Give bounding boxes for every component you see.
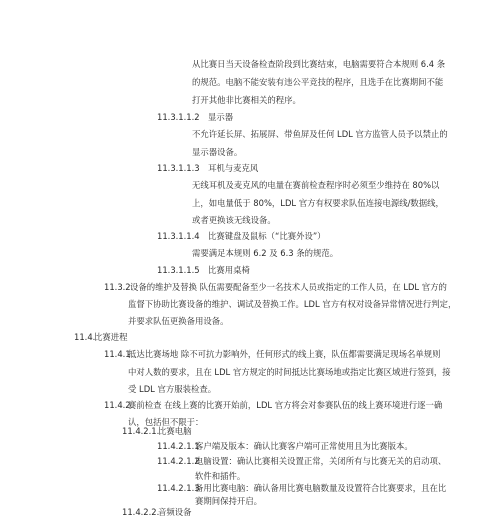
body-text-line: 软件和插件。	[195, 471, 246, 481]
body-text-line: 受 LDL 官方服装检查。	[128, 384, 217, 394]
body-text-line: 从比赛日当天设备检查阶段到比赛结束，电脑需要符合本规则 6.4 条	[192, 59, 446, 69]
clause-text: 设备的维护及替换 队伍需要配备至少一名技术人员或指定的工作人员，在 LDL 官方的	[130, 282, 447, 292]
clause-text: 抵达比赛场地 除不可抗力影响外，任何形式的线上赛，队伍都需要满足现场名单规则	[128, 349, 441, 359]
body-text-line: 上，如电量低于 80%，LDL 官方有权要求队伍连接电源线/数据线，	[192, 198, 444, 208]
body-text-line: 无线耳机及麦克风的电量在赛前检查程序时必须至少维持在 80%以	[192, 180, 440, 190]
clause-number: 11.4.2.2.	[122, 507, 160, 517]
clause-heading: 比赛电脑	[158, 426, 192, 436]
clause-number: 11.4.1.	[104, 349, 134, 359]
body-text-line: 显示器设备。	[192, 147, 243, 157]
body-text-line: 或者更换该无线设备。	[192, 215, 276, 225]
clause-number: 11.3.1.1.3	[157, 163, 200, 173]
clause-number: 11.4.2.1.2	[157, 456, 200, 466]
clause-heading: 音频设备	[158, 507, 192, 517]
clause-number: 11.3.1.1.4	[157, 231, 200, 241]
clause-heading: 耳机与麦克风	[208, 163, 259, 173]
section-number: 11.4.	[74, 332, 96, 342]
clause-heading: 比赛键盘及鼠标（“比赛外设”）	[208, 231, 326, 241]
clause-number: 11.4.2.	[104, 400, 134, 410]
clause-text: 备用比赛电脑：确认备用比赛电脑数量及设置符合比赛要求，且在比	[195, 483, 447, 493]
body-text-line: 监督下协助比赛设备的维护、调试及替换工作。LDL 官方有权对设备异常情况进行判定，	[128, 299, 457, 309]
body-text-line: 的规范。电脑不能安装有违公平竞技的程序，且选手在比赛期间不能	[192, 77, 444, 87]
body-text-line: 并要求队伍更换备用设备。	[128, 316, 229, 326]
body-text-line: 不允许延长屏、拓展屏、带鱼屏及任何 LDL 官方监管人员予以禁止的	[192, 129, 448, 139]
body-text-line: 需要满足本规则 6.2 及 6.3 条的规范。	[192, 248, 339, 258]
section-heading: 比赛进程	[94, 332, 128, 342]
clause-number: 11.3.1.1.2	[157, 112, 200, 122]
clause-heading: 显示器	[208, 112, 234, 122]
clause-number: 11.4.2.1.3	[157, 483, 200, 493]
body-text-line: 赛期间保持开启。	[195, 496, 262, 506]
clause-text: 电脑设置：确认比赛相关设置正常，关闭所有与比赛无关的启动项、	[195, 456, 447, 466]
clause-number: 11.4.2.1.	[122, 426, 160, 436]
clause-number: 11.3.2.	[104, 282, 134, 292]
body-text-line: 中对人数的要求，且在 LDL 官方规定的时间抵达比赛场地或指定比赛区域进行签到，接	[128, 367, 451, 377]
clause-text: 客户端及版本：确认比赛客户端可正常使用且为比赛版本。	[195, 441, 413, 451]
clause-text: 赛前检查 在线上赛的比赛开始前，LDL 官方将会对参赛队伍的线上赛环境进行逐一确	[128, 400, 443, 410]
clause-number: 11.3.1.1.5	[157, 265, 200, 275]
clause-number: 11.4.2.1.1	[157, 441, 200, 451]
body-text-line: 打开其他非比赛相关的程序。	[192, 95, 301, 105]
clause-heading: 比赛用桌椅	[208, 265, 250, 275]
body-text-line: 认，包括但不限于：	[128, 417, 204, 427]
